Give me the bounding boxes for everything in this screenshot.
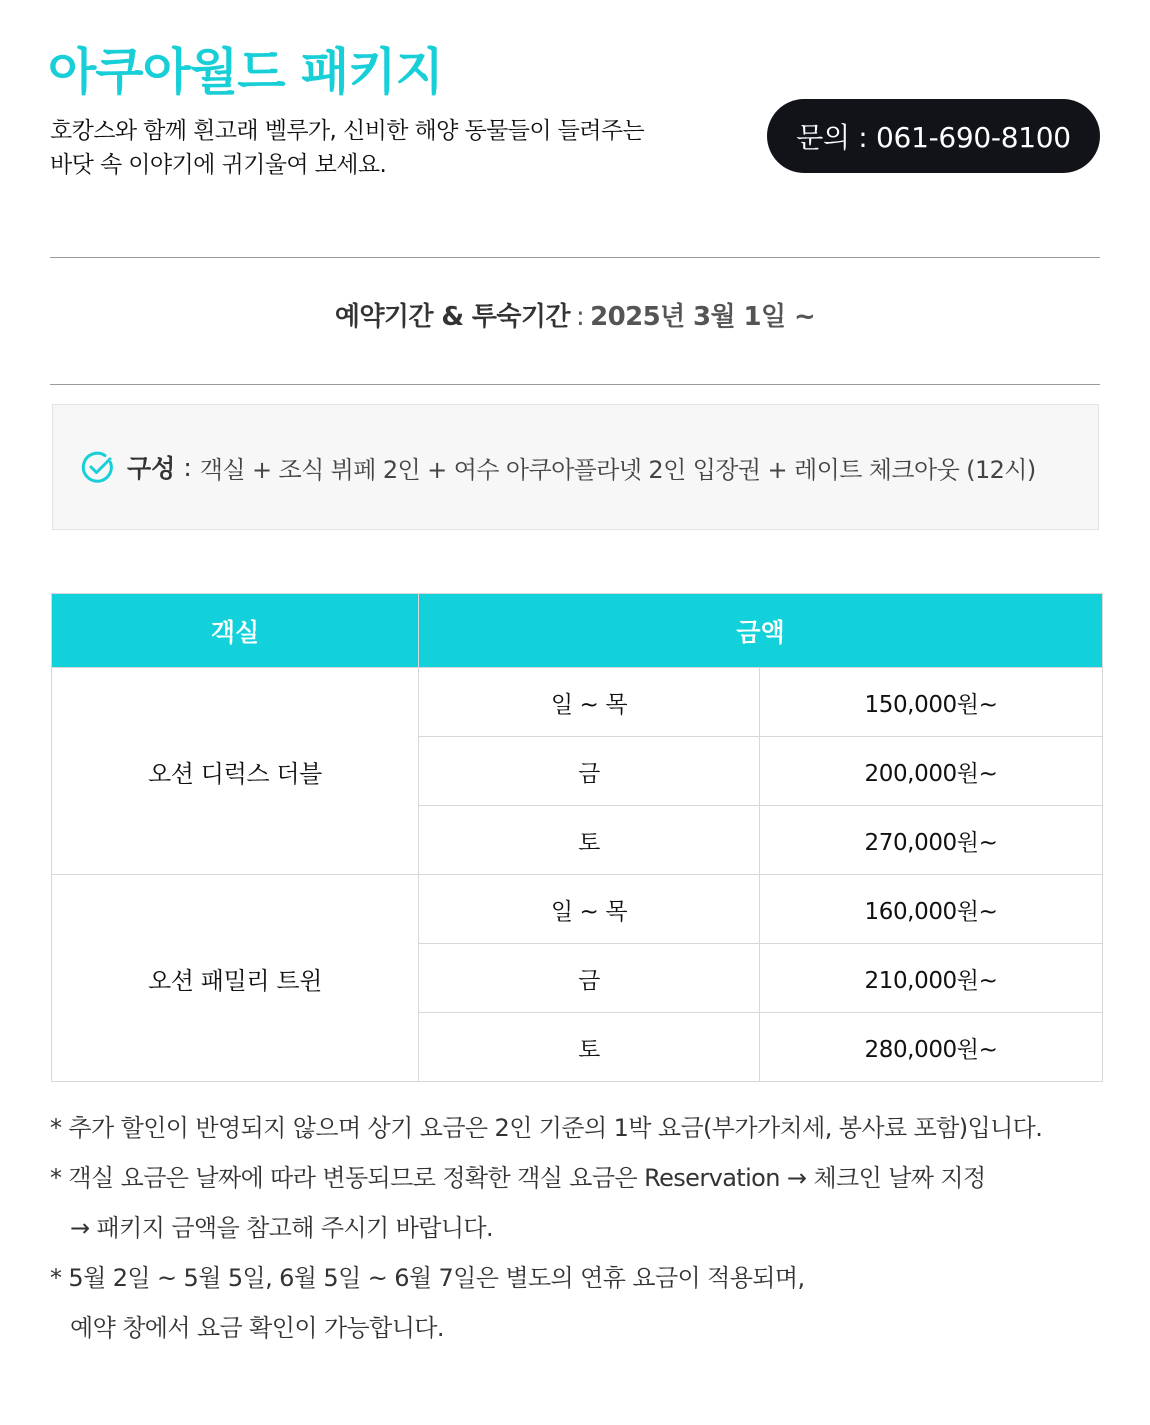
divider: [50, 384, 1100, 385]
booking-period: [50, 296, 1100, 333]
table-header-row: [52, 594, 1103, 668]
intro-text: [50, 114, 730, 182]
price-cell: 200,000원~: [760, 737, 1103, 806]
composition-separator: :: [183, 452, 192, 482]
day-cell: 토: [419, 1013, 760, 1082]
package-composition-box: [52, 404, 1099, 530]
period-value: 2025년 3월 1일 ~: [590, 302, 816, 332]
room-column-header: 객실: [52, 594, 419, 668]
page-title: 아쿠아월드 패키지: [48, 43, 443, 101]
notes-list: [50, 1106, 1110, 1356]
note-item-continued: → 패키지 금액을 참고해 주시기 바랍니다.: [70, 1214, 494, 1242]
table-row: [52, 668, 1103, 737]
day-cell: 금: [419, 737, 760, 806]
period-label: 예약기간 & 투숙기간: [334, 302, 570, 332]
note-item: * 객실 요금은 날짜에 따라 변동되므로 정확한 객실 요금은 Reservation → 체크인 날짜 지정: [50, 1164, 986, 1192]
table-row: [52, 875, 1103, 944]
price-table: [51, 593, 1103, 1082]
divider: [50, 257, 1100, 258]
room-name-cell: 오션 패밀리 트윈: [52, 875, 419, 1082]
composition-label: 구성: [127, 454, 176, 483]
note-item: * 추가 할인이 반영되지 않으며 상기 요금은 2인 기준의 1박 요금(부가가치세, 봉사료 포함)입니다.: [50, 1114, 1043, 1142]
note-item: * 5월 2일 ~ 5월 5일, 6월 5일 ~ 6월 7일은 별도의 연휴 요금이 적용되며,: [50, 1264, 805, 1292]
day-cell: 일 ~ 목: [419, 875, 760, 944]
price-cell: 160,000원~: [760, 875, 1103, 944]
note-item-continued: 예약 창에서 요금 확인이 가능합니다.: [70, 1314, 444, 1342]
price-cell: 280,000원~: [760, 1013, 1103, 1082]
period-separator: :: [575, 302, 585, 332]
day-cell: 일 ~ 목: [419, 668, 760, 737]
contact-phone-button[interactable]: 문의 : 061-690-8100: [767, 99, 1100, 173]
day-cell: 토: [419, 806, 760, 875]
price-cell: 210,000원~: [760, 944, 1103, 1013]
intro-line: 호캉스와 함께 흰고래 벨루가, 신비한 해양 동물들이 들려주는: [50, 118, 645, 144]
composition-value: 객실 + 조식 뷔페 2인 + 여수 아쿠아플라넷 2인 입장권 + 레이트 체크아웃 (12시): [199, 455, 1036, 484]
check-circle-icon: [81, 450, 115, 484]
price-cell: 150,000원~: [760, 668, 1103, 737]
price-cell: 270,000원~: [760, 806, 1103, 875]
day-cell: 금: [419, 944, 760, 1013]
room-name-cell: 오션 디럭스 더블: [52, 668, 419, 875]
price-column-header: 금액: [419, 594, 1103, 668]
intro-line: 바닷 속 이야기에 귀기울여 보세요.: [50, 152, 387, 178]
